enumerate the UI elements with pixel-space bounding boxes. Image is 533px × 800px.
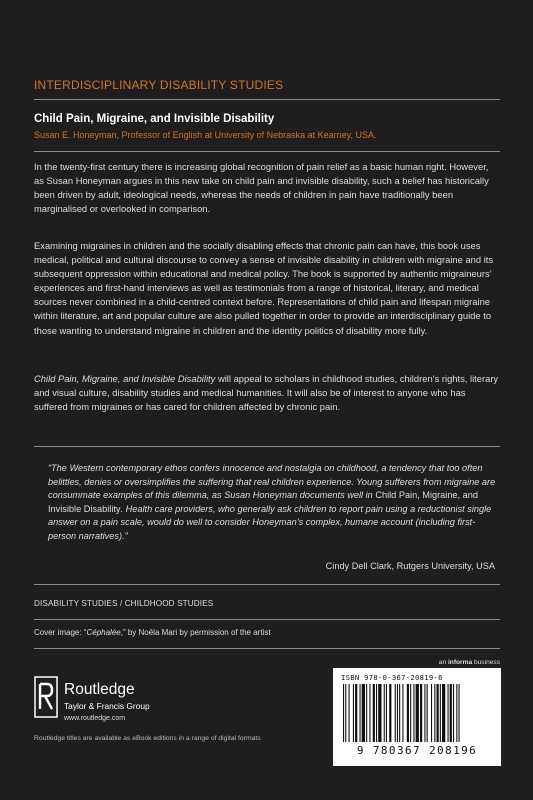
informa-brand: informa bbox=[447, 659, 473, 666]
barcode-bar bbox=[407, 684, 409, 742]
publisher-url: www.routledge.com bbox=[64, 715, 126, 722]
endorsement-attribution: Cindy Dell Clark, Rutgers University, USA bbox=[325, 561, 495, 571]
barcode-bar bbox=[410, 684, 411, 742]
divider bbox=[34, 584, 500, 585]
series-title: INTERDISCIPLINARY DISABILITY STUDIES bbox=[34, 78, 284, 92]
barcode-panel bbox=[333, 668, 501, 766]
informa-prefix: an bbox=[438, 659, 448, 666]
barcode-bar bbox=[413, 684, 414, 742]
description-paragraph-2 bbox=[34, 239, 500, 338]
publisher-group: Taylor & Francis Group bbox=[64, 701, 150, 711]
barcode-bar bbox=[355, 684, 357, 742]
divider bbox=[34, 619, 500, 620]
barcode-bar bbox=[424, 684, 425, 742]
quote-part-b: . Health care providers, who generally ask children to report pain using a reductionist single answer on a pain scale, would do well to consider Honeyman’s complex, humane account (including first-person narratives).” bbox=[48, 503, 492, 541]
barcode-bar bbox=[399, 684, 400, 742]
barcode-bar bbox=[431, 684, 432, 742]
quote-part-a: “The Western contemporary ethos confers innocence and nostalgia on childhood, a tendency that too often belittles, denies or oversimplifies the suffering that real children experience. Young sufferers from migraine are consummate examples of this dilemma, as Susan Honeyman documents well in bbox=[48, 463, 496, 501]
credit-suffix: ,” by Noëla Mari by permission of the artist bbox=[120, 628, 271, 637]
paragraph-text: In the twenty-first century there is increasing global recognition of pain relief as a basic human right. However, as Susan Honeyman argues in this new take on child pain and invisible disability, such a belief has historically been driven by adult, ideological needs, whereas the needs of children in pain have traditionally been marginalised or overlooked in comparison. bbox=[34, 161, 489, 215]
subject-categories: DISABILITY STUDIES / CHILDHOOD STUDIES bbox=[34, 599, 214, 608]
paragraph-text: Examining migraines in children and the socially disabling effects that chronic pain can have, this book uses medical, political and cultural discourse to convey a sense of invisible disability in children with migraine and its subsequent oppression within educational and medical policy. The book is supported by authentic migraineurs’ experiences and first-hand interviews as well as testimonials from a range of historical, literary, and medical sources never combined in a child-centred context before. Representations of child pain and lifespan migraine within literature, art and popular culture are also pulled together in order to provide an interdisciplinary guide to those wanting to understand migraine in children and the identity politics of disability more fully. bbox=[34, 240, 494, 336]
barcode-bar bbox=[420, 684, 422, 742]
description-paragraph-3 bbox=[34, 372, 500, 414]
barcode-bar bbox=[427, 684, 428, 742]
barcode-bar bbox=[362, 684, 365, 742]
credit-work: Céphalée bbox=[86, 628, 121, 637]
barcode-bar bbox=[402, 684, 403, 742]
endorsement-quote bbox=[48, 462, 496, 544]
description-paragraph-1 bbox=[34, 160, 500, 216]
paragraph-text bbox=[34, 372, 500, 414]
barcode-bar bbox=[384, 684, 385, 742]
barcode-bar bbox=[386, 684, 387, 742]
isbn-label: ISBN 978-0-367-20819-6 bbox=[341, 673, 443, 682]
barcode-bar bbox=[376, 684, 377, 742]
barcode-bar bbox=[373, 684, 375, 742]
ebook-note: Routledge titles are available as eBook editions in a range of digital formats bbox=[34, 735, 261, 742]
barcode-bar bbox=[448, 684, 449, 742]
publisher-name: Routledge bbox=[64, 681, 135, 698]
divider bbox=[34, 151, 500, 152]
barcode-bar bbox=[416, 684, 419, 742]
barcode-bar bbox=[397, 684, 398, 742]
barcode-bar bbox=[389, 684, 391, 742]
barcode-bars bbox=[341, 684, 493, 742]
barcode-bar bbox=[442, 684, 445, 742]
barcode-bar bbox=[434, 684, 435, 742]
quote-title: Child Pain, Migraine, and Invisible Disability bbox=[48, 490, 478, 514]
book-title: Child Pain, Migraine, and Invisible Disability bbox=[34, 113, 275, 125]
divider bbox=[34, 648, 500, 649]
divider bbox=[34, 99, 500, 100]
informa-suffix: business bbox=[472, 659, 500, 666]
barcode-bar bbox=[353, 684, 354, 742]
barcode-bar bbox=[437, 684, 439, 742]
barcode-bar bbox=[378, 684, 381, 742]
paragraph-rest: will appeal to scholars in childhood studies, children’s rights, literary and visual culture, disability studies and medical humanities. It will also be of interest to anyone who has suffered from migraines or has cared for children affected by chronic pain. bbox=[34, 373, 499, 413]
credit-prefix: Cover image: “ bbox=[34, 628, 87, 637]
barcode-bar bbox=[440, 684, 441, 742]
barcode-bar bbox=[366, 684, 367, 742]
italic-title: Child Pain, Migraine, and Invisible Disability bbox=[34, 373, 216, 384]
divider bbox=[34, 446, 500, 447]
barcode-bar bbox=[456, 684, 457, 742]
barcode-bar bbox=[360, 684, 361, 742]
informa-business-mark bbox=[439, 659, 500, 666]
barcode-bar bbox=[345, 684, 346, 742]
routledge-logo-icon bbox=[34, 676, 58, 718]
barcode-bar bbox=[453, 684, 454, 742]
barcode-bar bbox=[369, 684, 370, 742]
barcode-bar bbox=[349, 684, 350, 742]
barcode-bar bbox=[459, 684, 460, 742]
barcode-bar bbox=[395, 684, 396, 742]
barcode-bar bbox=[450, 684, 452, 742]
cover-credit bbox=[34, 628, 271, 637]
barcode-bar bbox=[343, 684, 344, 742]
author-line: Susan E. Honeyman, Professor of English at University of Nebraska at Kearney, USA. bbox=[34, 130, 377, 140]
barcode-digits: 9 780367 208196 bbox=[356, 744, 478, 757]
